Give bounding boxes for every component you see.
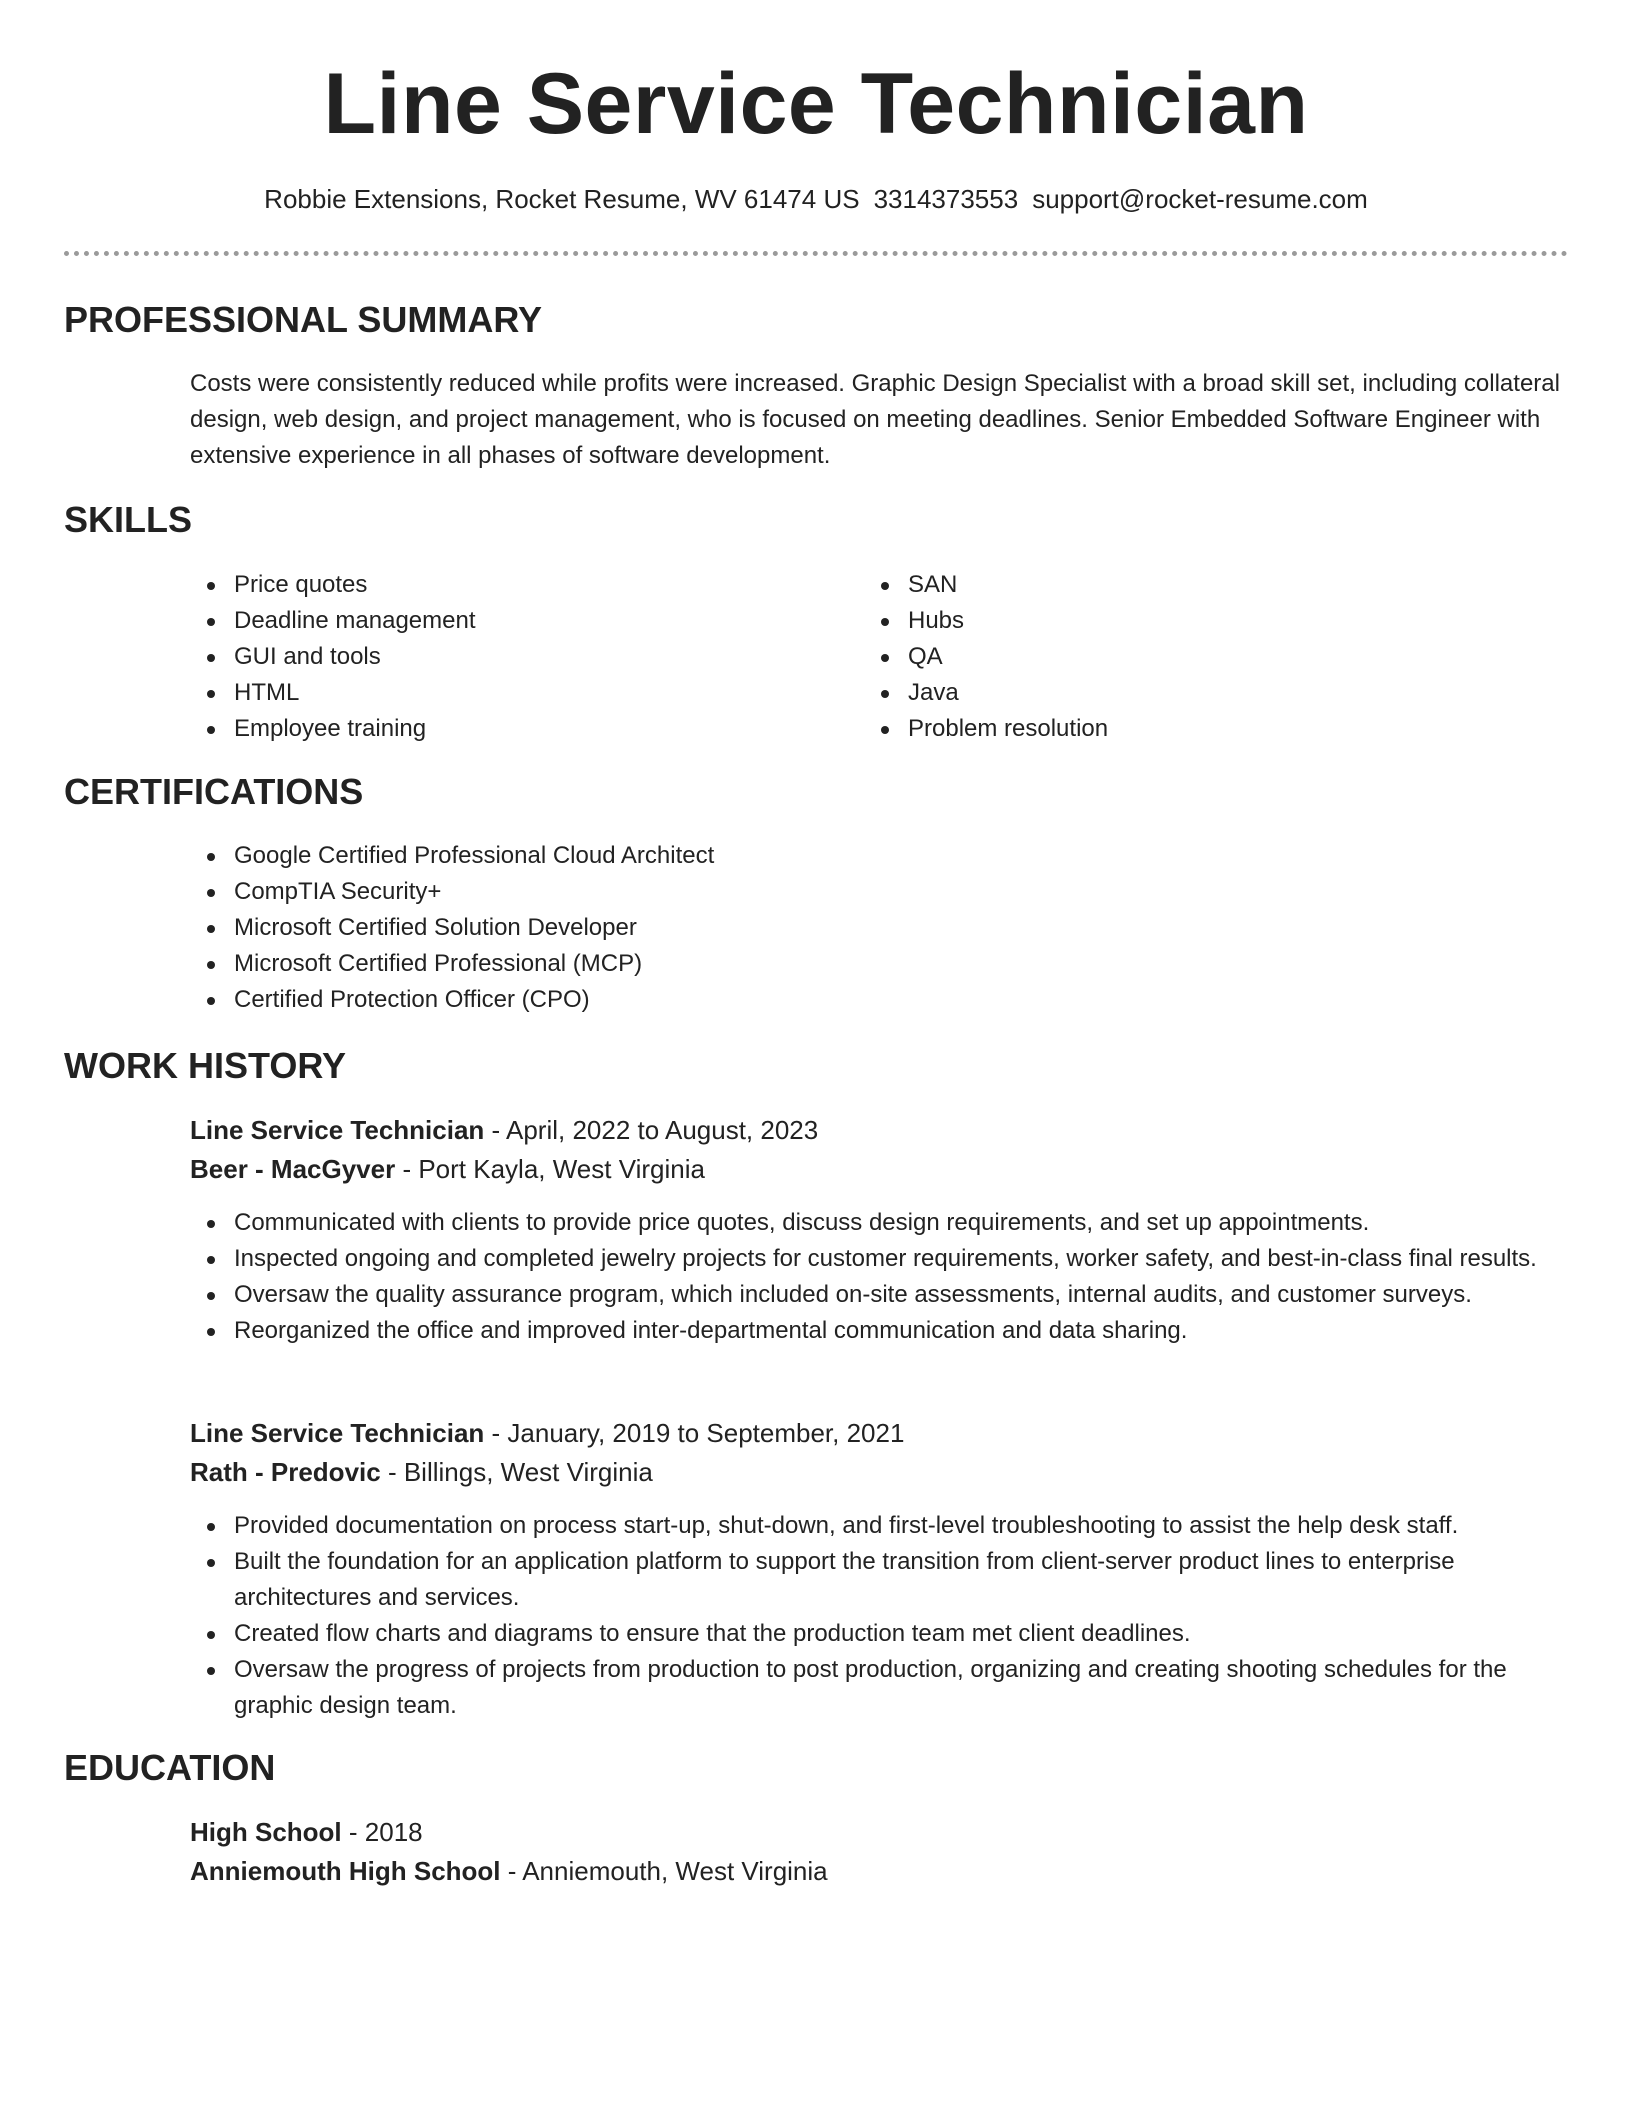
education-location: - Anniemouth, West Virginia (500, 1856, 828, 1886)
job-bullet: Built the foundation for an application platform to support the transition from client-server product lines to enterprise architectures and services. (190, 1544, 1570, 1616)
certification-item: CompTIA Security+ (190, 874, 1570, 910)
skill-item: GUI and tools (190, 639, 830, 675)
job-location: - Billings, West Virginia (380, 1457, 653, 1487)
job-bullet: Communicated with clients to provide price quotes, discuss design requirements, and set up appointments. (190, 1205, 1570, 1241)
header-divider (64, 251, 1568, 256)
skill-item: QA (864, 639, 1504, 675)
job-company: Beer - MacGyver (190, 1154, 396, 1184)
job-role: Line Service Technician (190, 1115, 485, 1145)
job-bullet: Created flow charts and diagrams to ensure that the production team met client deadlines. (190, 1616, 1570, 1652)
education-degree-line (190, 1813, 423, 1851)
job-company-line (190, 1150, 705, 1188)
job-bullet: Oversaw the quality assurance program, which included on-site assessments, internal audits, and customer surveys. (190, 1277, 1570, 1313)
summary-heading: PROFESSIONAL SUMMARY (64, 299, 543, 340)
job-company-line (190, 1453, 653, 1491)
certification-item: Microsoft Certified Solution Developer (190, 910, 1570, 946)
job-location: - Port Kayla, West Virginia (395, 1154, 705, 1184)
certifications-list (190, 838, 1570, 1018)
job-dates: - April, 2022 to August, 2023 (484, 1115, 819, 1145)
skill-item: Java (864, 675, 1504, 711)
job-bullets (190, 1508, 1570, 1724)
skill-item: Price quotes (190, 567, 830, 603)
education-degree: High School (190, 1817, 342, 1847)
education-heading: EDUCATION (64, 1747, 276, 1788)
job-role: Line Service Technician (190, 1418, 485, 1448)
job-title-line (190, 1414, 904, 1452)
job-title-line (190, 1111, 818, 1149)
skills-list-left (190, 567, 830, 747)
certification-item: Google Certified Professional Cloud Architect (190, 838, 1570, 874)
job-bullets (190, 1205, 1570, 1349)
work-history-heading: WORK HISTORY (64, 1045, 347, 1086)
job-bullet: Reorganized the office and improved inter-departmental communication and data sharing. (190, 1313, 1570, 1349)
contact-email: support@rocket-resume.com (1032, 184, 1368, 214)
candidate-name: Line Service Technician (323, 56, 1309, 152)
skill-item: Employee training (190, 711, 830, 747)
job-bullet: Oversaw the progress of projects from production to post production, organizing and creating shooting schedules for the graphic design team. (190, 1652, 1570, 1724)
certifications-heading: CERTIFICATIONS (64, 771, 364, 812)
job-bullet: Provided documentation on process start-up, shut-down, and first-level troubleshooting to assist the help desk staff. (190, 1508, 1570, 1544)
skills-list-right (864, 567, 1504, 747)
contact-phone: 3314373553 (873, 184, 1019, 214)
job-bullet: Inspected ongoing and completed jewelry projects for customer requirements, worker safety, and best-in-class final results. (190, 1241, 1570, 1277)
summary-text: Costs were consistently reduced while profits were increased. Graphic Design Specialist with a broad skill set, including collateral design, web design, and project management, who is focused on meeting deadlines. Senior Embedded Software Engineer with extensive experience in all phases of software development. (190, 370, 1560, 469)
certification-item: Certified Protection Officer (CPO) (190, 982, 1570, 1018)
education-school-line (190, 1852, 828, 1890)
skill-item: Hubs (864, 603, 1504, 639)
skills-heading: SKILLS (64, 499, 193, 540)
education-school: Anniemouth High School (190, 1856, 501, 1886)
skill-item: SAN (864, 567, 1504, 603)
job-company: Rath - Predovic (190, 1457, 381, 1487)
education-year: - 2018 (341, 1817, 423, 1847)
skill-item: Deadline management (190, 603, 830, 639)
contact-line (0, 181, 1632, 217)
certification-item: Microsoft Certified Professional (MCP) (190, 946, 1570, 982)
skill-item: HTML (190, 675, 830, 711)
job-dates: - January, 2019 to September, 2021 (484, 1418, 905, 1448)
contact-address: Robbie Extensions, Rocket Resume, WV 61474 US (264, 184, 860, 214)
skill-item: Problem resolution (864, 711, 1504, 747)
